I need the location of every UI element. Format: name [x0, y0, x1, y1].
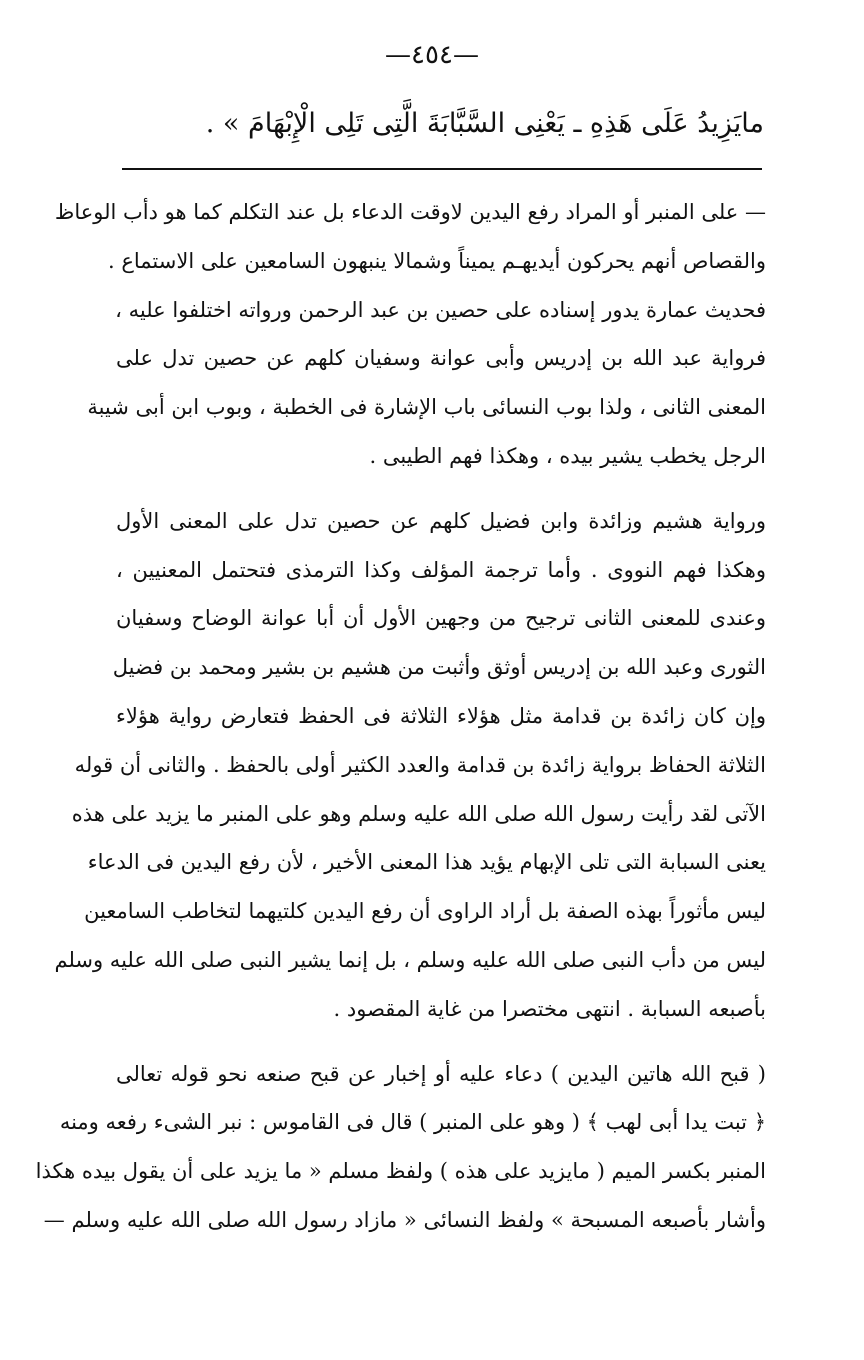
paragraph-2: [54, 497, 766, 1034]
text-line: الآتى لقد رأيت رسول الله صلى الله عليه وسلم وهو على المنبر ما يزيد على هذه: [71, 801, 766, 826]
commentary-body: [35, 188, 766, 1245]
paragraph-spacer: [116, 1034, 766, 1050]
text-line: ورواية هشيم وزائدة وابن فضيل كلهم عن حصين تدل على المعنى الأول: [116, 508, 766, 533]
text-line: فحديث عمارة يدور إسناده على حصين بن عبد الرحمن ورواته اختلفوا عليه ،: [115, 297, 766, 322]
text-line: المعنى الثانى ، ولذا بوب النسائى باب الإشارة فى الخطبة ، وبوب ابن أبى شيبة: [87, 395, 766, 420]
horizontal-rule: [122, 168, 762, 170]
paragraph-3: [35, 1050, 766, 1245]
page-number: —٤٥٤—: [385, 40, 479, 70]
paragraph-spacer: [116, 481, 766, 497]
text-line: ليس مأثوراً بهذه الصفة بل أراد الراوى أن رفع اليدين كلتيهما لتخاطب السامعين: [84, 899, 766, 924]
text-line: فرواية عبد الله بن إدريس وأبى عوانة وسفيان كلهم عن حصين تدل على: [116, 346, 766, 371]
text-line: الثورى وعبد الله بن إدريس أوثق وأثبت من هشيم بن بشير ومحمد بن فضيل: [112, 655, 766, 680]
paragraph-1: [54, 188, 766, 481]
text-line: بأصبعه السبابة . انتهى مختصرا من غاية المقصود .: [333, 996, 766, 1021]
text-line: ( قبح الله هاتين اليدين ) دعاء عليه أو إخبار عن قبح صنعه نحو قوله تعالى: [116, 1061, 766, 1086]
text-line: يعنى السبابة التى تلى الإبهام يؤيد هذا المعنى الأخير ، لأن رفع اليدين فى الدعاء: [87, 850, 766, 875]
text-line: — على المنبر أو المراد رفع اليدين لاوقت الدعاء بل عند التكلم كما هو دأب الوعاظ: [54, 200, 766, 224]
text-line: وعندى للمعنى الثانى ترجيح من وجهين الأول أن أبا عوانة الوضاح وسفيان: [116, 606, 766, 631]
hadith-header-line: مايَزِيدُ عَلَى هَذِهِ ـ يَعْنِى السَّبَّابَةَ الَّتِى تَلِى الْإِبْهَامَ » .: [205, 108, 764, 139]
text-line: الرجل يخطب يشير بيده ، وهكذا فهم الطيبى .: [369, 443, 766, 468]
text-line: ﴿ تبت يدا أبى لهب ﴾ ( وهو على المنبر ) قال فى القاموس : نبر الشىء رفعه ومنه: [59, 1110, 766, 1135]
text-line: وأشار بأصبعه المسبحة » ولفظ النسائى « مازاد رسول الله صلى الله عليه وسلم —: [43, 1207, 766, 1232]
text-line: ليس من دأب النبى صلى الله عليه وسلم ، بل إنما يشير النبى صلى الله عليه وسلم: [54, 947, 766, 972]
text-line: المنبر بكسر الميم ( مايزيد على هذه ) ولفظ مسلم « ما يزيد على أن يقول بيده هكذا: [35, 1159, 766, 1184]
text-line: وإن كان زائدة بن قدامة مثل هؤلاء الثلاثة فى الحفظ فتعارض رواية هؤلاء: [116, 703, 766, 728]
text-line: الثلاثة الحفاظ برواية زائدة بن قدامة والعدد الكثير أولى بالحفظ . والثانى أن قوله: [74, 752, 766, 777]
text-line: وهكذا فهم النووى . وأما ترجمة المؤلف وكذا الترمذى فتحتمل المعنيين ،: [116, 557, 766, 582]
text-line: والقصاص أنهم يحركون أيديهـم يميناً وشمالا ينبهون السامعين على الاستماع .: [107, 248, 766, 273]
